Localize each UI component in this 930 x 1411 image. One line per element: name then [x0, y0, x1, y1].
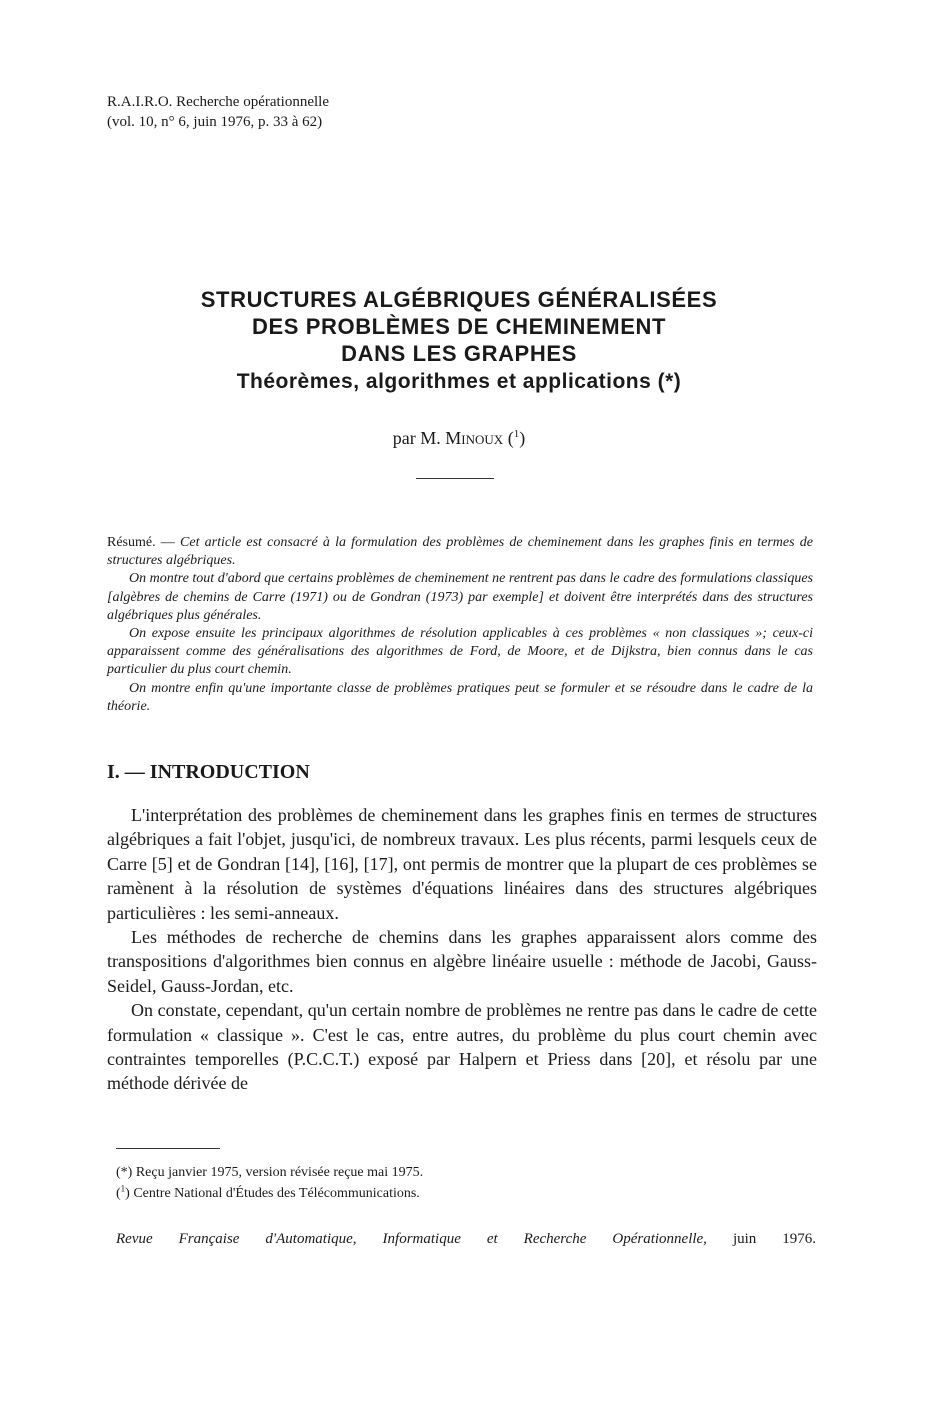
- body-paragraph-1: L'interprétation des problèmes de cheminement dans les graphes finis en termes de structures algébriques a fait l'objet, jusqu'ici, de nombreux travaux. Les plus récents, parmi lesquels ceux de Carre [5] et de Gondran [14], [16], [17], ont permis de montrer que la plupart de ces problèmes se ramènent à la résolution de systèmes d'équations linéaires dans des structures algébriques particulières : les semi-anneaux.: [107, 805, 817, 923]
- author-prefix: par M.: [392, 428, 441, 448]
- article-subtitle: Théorèmes, algorithmes et applications (*): [236, 370, 682, 393]
- footnotes: [116, 1162, 423, 1204]
- article-title-block: [107, 286, 811, 397]
- body-text: [107, 803, 817, 1096]
- journal-name: R.A.I.R.O. Recherche opérationnelle: [107, 94, 330, 110]
- page-footer: [116, 1231, 816, 1248]
- footnote-1-text: Reçu janvier 1975, version révisée reçue mai 1975.: [135, 1165, 424, 1180]
- abstract: [107, 534, 813, 716]
- author-name: Minoux: [445, 428, 504, 448]
- journal-reference: [107, 92, 329, 132]
- title-line-1: STRUCTURES ALGÉBRIQUES GÉNÉRALISÉES: [200, 287, 718, 312]
- footnote-2-mark: ($^1$): [116, 1183, 130, 1201]
- footnote-divider: [116, 1148, 220, 1149]
- abstract-paragraph-1: [107, 534, 813, 570]
- footer-date: juin 1976.: [732, 1231, 817, 1247]
- title-line-3: DANS LES GRAPHES: [341, 341, 577, 366]
- footnote-1-mark: (*): [116, 1165, 133, 1180]
- section-heading: I. — INTRODUCTION: [107, 761, 310, 783]
- body-paragraph-2: Les méthodes de recherche de chemins dans les graphes apparaissent alors comme des transpositions d'algorithmes bien connus en algèbre linéaire usuelle : méthode de Jacobi, Gauss-Seidel, Gauss-Jordan, etc.: [107, 927, 817, 996]
- title-line-2: DES PROBLÈMES DE CHEMINEMENT: [251, 314, 667, 339]
- body-paragraph-3: On constate, cependant, qu'un certain nombre de problèmes ne rentre pas dans le cadre de cette formulation « classique ». C'est le cas, entre autres, du problème du plus court chemin avec contraintes temporelles (P.C.C.T.) exposé par Halpern et Priess dans [20], et résolu par une méthode dérivée de: [107, 1000, 817, 1094]
- footnote-2: [116, 1183, 423, 1204]
- abstract-text-1: Cet article est consacré à la formulation des problèmes de cheminement dans les graphes finis en termes de structures algébriques.: [107, 535, 813, 569]
- title-divider: [416, 478, 494, 479]
- footer-journal-name: Revue Française d'Automatique, Informatique et Recherche Opérationnelle,: [116, 1231, 707, 1247]
- footnote-2-text: Centre National d'Études des Télécommunications.: [133, 1186, 420, 1201]
- abstract-paragraph-4: On montre enfin qu'une importante classe de problèmes pratiques peut se formuler et se résoudre dans le cadre de la théorie.: [107, 680, 813, 714]
- abstract-paragraph-2: On montre tout d'abord que certains problèmes de cheminement ne rentrent pas dans le cadre des formulations classiques [algèbres de chemins de Carre (1971) ou de Gondran (1973) par exemple] et doivent être interprétés dans des structures algébriques plus générales.: [107, 571, 813, 623]
- abstract-paragraph-3: On expose ensuite les principaux algorithmes de résolution applicables à ces problèmes « non classiques »; ceux-ci apparaissent comme des généralisations des algorithmes de Ford, de Moore, et de Dijkstra, bien connus dans le cas particulier du plus court chemin.: [107, 626, 813, 678]
- abstract-label: Résumé. —: [107, 535, 181, 550]
- author-line: [107, 428, 811, 449]
- author-note: ($^1$): [507, 428, 526, 448]
- journal-volume: (vol. 10, n° 6, juin 1976, p. 33 à 62): [107, 114, 323, 130]
- footnote-1: [116, 1162, 423, 1183]
